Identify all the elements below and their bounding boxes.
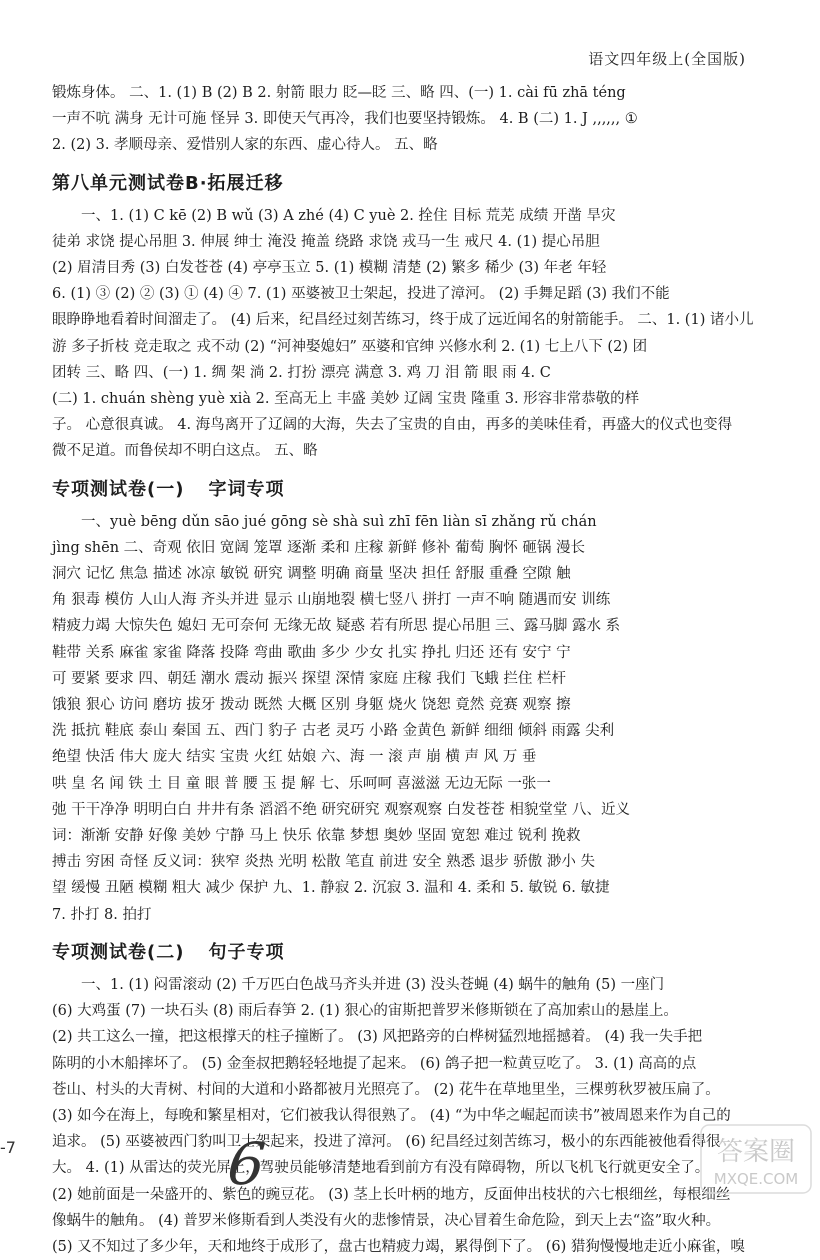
watermark-text: 答案圈 (716, 1137, 796, 1167)
text-line: (2) 眉清目秀 (3) 白发苍苍 (4) 亭亭玉立 5. (1) 模糊 清楚 (2) 繁多 稀少 (3) 年老 年轻 (52, 260, 607, 277)
text-line: (二) 1. chuán shèng yuè xià 2. 至高无上 丰盛 美妙 辽阔 宝贵 隆重 3. 形容非常恭敬的样 (52, 391, 640, 408)
text-line: 眼睁睁地看着时间溜走了。 (4) 后来，纪昌经过刻苦练习，终于成了远近闻名的射箭能手。 二、1. (1) 诸小儿 (52, 312, 754, 329)
text-line: 7. 扑打 8. 拍打 (52, 906, 152, 923)
text-line: 一声不吭 满身 无计可施 怪异 3. 即使天气再冷，我们也要坚持锻炼。 4. B (二) 1. J ,,,,,, ① (52, 111, 638, 128)
text-line: 洗 抵抗 鞋底 泰山 秦国 五、西门 豹子 古老 灵巧 小路 金黄色 新鲜 细细 倾斜 雨露 尖利 (52, 723, 615, 740)
text-line: (2) 共工这么一撞，把这根撑天的柱子撞断了。 (3) 风把路旁的白桦树猛烈地摇撼着。 (4) 我一失手把 (52, 1029, 703, 1046)
text-line: jìng shēn 二、奇观 依旧 宽阔 笼罩 逐渐 柔和 庄稼 新鲜 修补 葡萄 胸怀 砸锅 漫长 (52, 539, 585, 556)
text-line: 徒弟 求饶 提心吊胆 3. 伸展 绅士 淹没 掩盖 绕路 求饶 戎马一生 戒尺 4. (1) 提心吊胆 (52, 233, 600, 250)
section-juzi-body (52, 972, 772, 1260)
text-line: 一、yuè bēng dǔn sāo jué gōng sè shà suì zhī fēn liàn sī zhǎng rǔ chán (81, 513, 597, 530)
margin-mark: -7 (0, 1138, 16, 1157)
text-line: 绝望 快活 伟大 庞大 结实 宝贵 火红 姑娘 六、海 一 滚 声 崩 横 声 风 万 垂 (52, 749, 537, 766)
text-line: 洞穴 记忆 焦急 描述 冰凉 敏锐 研究 调整 明确 商量 坚决 担任 舒服 重叠 空隙 触 (52, 566, 571, 583)
text-line: 2. (2) 3. 孝顺母亲、爱惜别人家的东西、虚心待人。 五、略 (52, 137, 438, 154)
watermark-logo (700, 1124, 812, 1194)
page-content (52, 80, 772, 1260)
section-title-sub: 字词专项 (208, 478, 285, 500)
text-line: 微不足道。而鲁侯却不明白这点。 五、略 (52, 443, 318, 460)
section-title-sub: 句子专项 (208, 941, 285, 963)
text-line: 望 缓慢 丑陋 模糊 粗大 减少 保护 九、1. 静寂 2. 沉寂 3. 温和 4. 柔和 5. 敏锐 6. 敏捷 (52, 880, 610, 897)
text-line: 词：渐渐 安静 好像 美妙 宁静 马上 快乐 依靠 梦想 奥妙 坚固 宽恕 难过 锐利 挽救 (52, 828, 581, 845)
text-line: 哄 皇 名 闻 铁 土 目 童 眼 普 腰 玉 提 解 七、乐呵呵 喜滋滋 无边无际 一张一 (52, 775, 551, 792)
text-line: 追求。 (5) 巫婆被西门豹叫卫士架起来，投进了漳河。 (6) 纪昌经过刻苦练习，极小的东西能被他看得很 (52, 1134, 721, 1151)
text-line: 一、1. (1) C kē (2) B wǔ (3) A zhé (4) C yuè 2. 拴住 目标 荒芜 成绩 开凿 旱灾 (81, 207, 616, 224)
text-line: 苍山、村头的大青树、村间的大道和小路都被月光照亮了。 (2) 花牛在草地里坐，三棵剪秋罗被压扁了。 (52, 1081, 720, 1098)
text-line: (5) 又不知过了多少年，天和地终于成形了，盘古也精疲力竭，累得倒下了。 (6) 猎狗慢慢地走近小麻雀，嗅 (52, 1238, 745, 1255)
text-line: 鞋带 关系 麻雀 家雀 降落 投降 弯曲 歌曲 多少 少女 扎实 挣扎 归还 还有 安宁 宁 (52, 644, 571, 661)
section-title-main: 专项测试卷(一) (52, 478, 185, 500)
text-line: 游 多子折枝 竞走取之 戎不动 (2) “河神娶媳妇” 巫婆和官绅 兴修水利 2. (1) 七上八下 (2) 团 (52, 338, 648, 355)
text-line: 搏击 穷困 奇怪 反义词：狭窄 炎热 光明 松散 笔直 前进 安全 熟悉 退步 骄傲 渺小 失 (52, 854, 596, 871)
section-unit8b-body (52, 203, 772, 465)
text-line: 陈明的小木船摔坏了。 (5) 金奎叔把鹅轻轻地提了起来。 (6) 鸽子把一粒黄豆吃了。 3. (1) 高高的点 (52, 1055, 697, 1072)
text-line: (2) 她前面是一朵盛开的、紫色的豌豆花。 (3) 茎上长叶柄的地方，反面伸出枝状的六七根细丝，每根细丝 (52, 1186, 731, 1203)
page-number: 6 (224, 1130, 269, 1198)
text-line: 角 狠毒 模仿 人山人海 齐头并进 显示 山崩地裂 横七竖八 拼打 一声不响 随遇而安 训练 (52, 592, 611, 609)
text-line: 可 要紧 要求 四、朝廷 潮水 震动 振兴 探望 深情 家庭 庄稼 我们 飞蛾 拦住 栏杆 (52, 670, 567, 687)
text-line: 一、1. (1) 闷雷滚动 (2) 千万匹白色战马齐头并进 (3) 没头苍蝇 (4) 蜗牛的触角 (5) 一座门 (81, 976, 665, 993)
text-line: (6) 大鸡蛋 (7) 一块石头 (8) 雨后春笋 2. (1) 狠心的宙斯把普罗米修斯锁在了高加索山的悬崖上。 (52, 1003, 678, 1020)
running-head: 语文四年级上(全国版) (588, 50, 746, 68)
section-title-zici (52, 475, 772, 501)
text-line: (3) 如今在海上，每晚和繁星相对，它们被我认得很熟了。 (4) “为中华之崛起而读书”被周恩来作为自己的 (52, 1107, 731, 1124)
text-line: 6. (1) ③ (2) ② (3) ① (4) ④ 7. (1) 巫婆被卫士架起，投进了漳河。 (2) 手舞足蹈 (3) 我们不能 (52, 286, 670, 303)
intro-block (52, 80, 772, 159)
section-zici-body (52, 509, 772, 928)
text-line: 弛 干干净净 明明白白 井井有条 滔滔不绝 研究研究 观察观察 白发苍苍 相貌堂堂 八、近义 (52, 801, 630, 818)
text-line: 大。 4. (1) 从雷达的荧光屏上，驾驶员能够清楚地看到前方有没有障碍物，所以飞机飞行就更安全了。 (52, 1160, 710, 1177)
text-line: 饿狼 狠心 访问 磨坊 拔牙 拨动 既然 大概 区别 身躯 烧火 饶恕 竟然 竞赛 观察 擦 (52, 697, 571, 714)
text-line: 团转 三、略 四、(一) 1. 绸 架 淌 2. 打扮 漂亮 满意 3. 鸡 刀 泪 箭 眼 雨 4. C (52, 364, 551, 381)
text-line: 像蜗牛的触角。 (4) 普罗米修斯看到人类没有火的悲惨情景，决心冒着生命危险，到天上去“盗”取火种。 (52, 1212, 721, 1229)
section-title-main: 专项测试卷(二) (52, 941, 185, 963)
text-line: 子。 心意很真诚。 4. 海鸟离开了辽阔的大海，失去了宝贵的自由，再多的美味佳肴，再盛大的仪式也变得 (52, 417, 733, 434)
section-title-juzi (52, 938, 772, 964)
watermark-url: MXQE.COM (713, 1170, 799, 1188)
text-line: 锻炼身体。 二、1. (1) B (2) B 2. 射箭 眼力 眨—眨 三、略 四、(一) 1. cài fū zhā téng (52, 85, 626, 101)
section-title-unit8b: 第八单元测试卷B·拓展迁移 (52, 172, 284, 194)
text-line: 精疲力竭 大惊失色 媳妇 无可奈何 无缘无故 疑惑 若有所思 提心吊胆 三、露马脚 露水 系 (52, 618, 621, 635)
